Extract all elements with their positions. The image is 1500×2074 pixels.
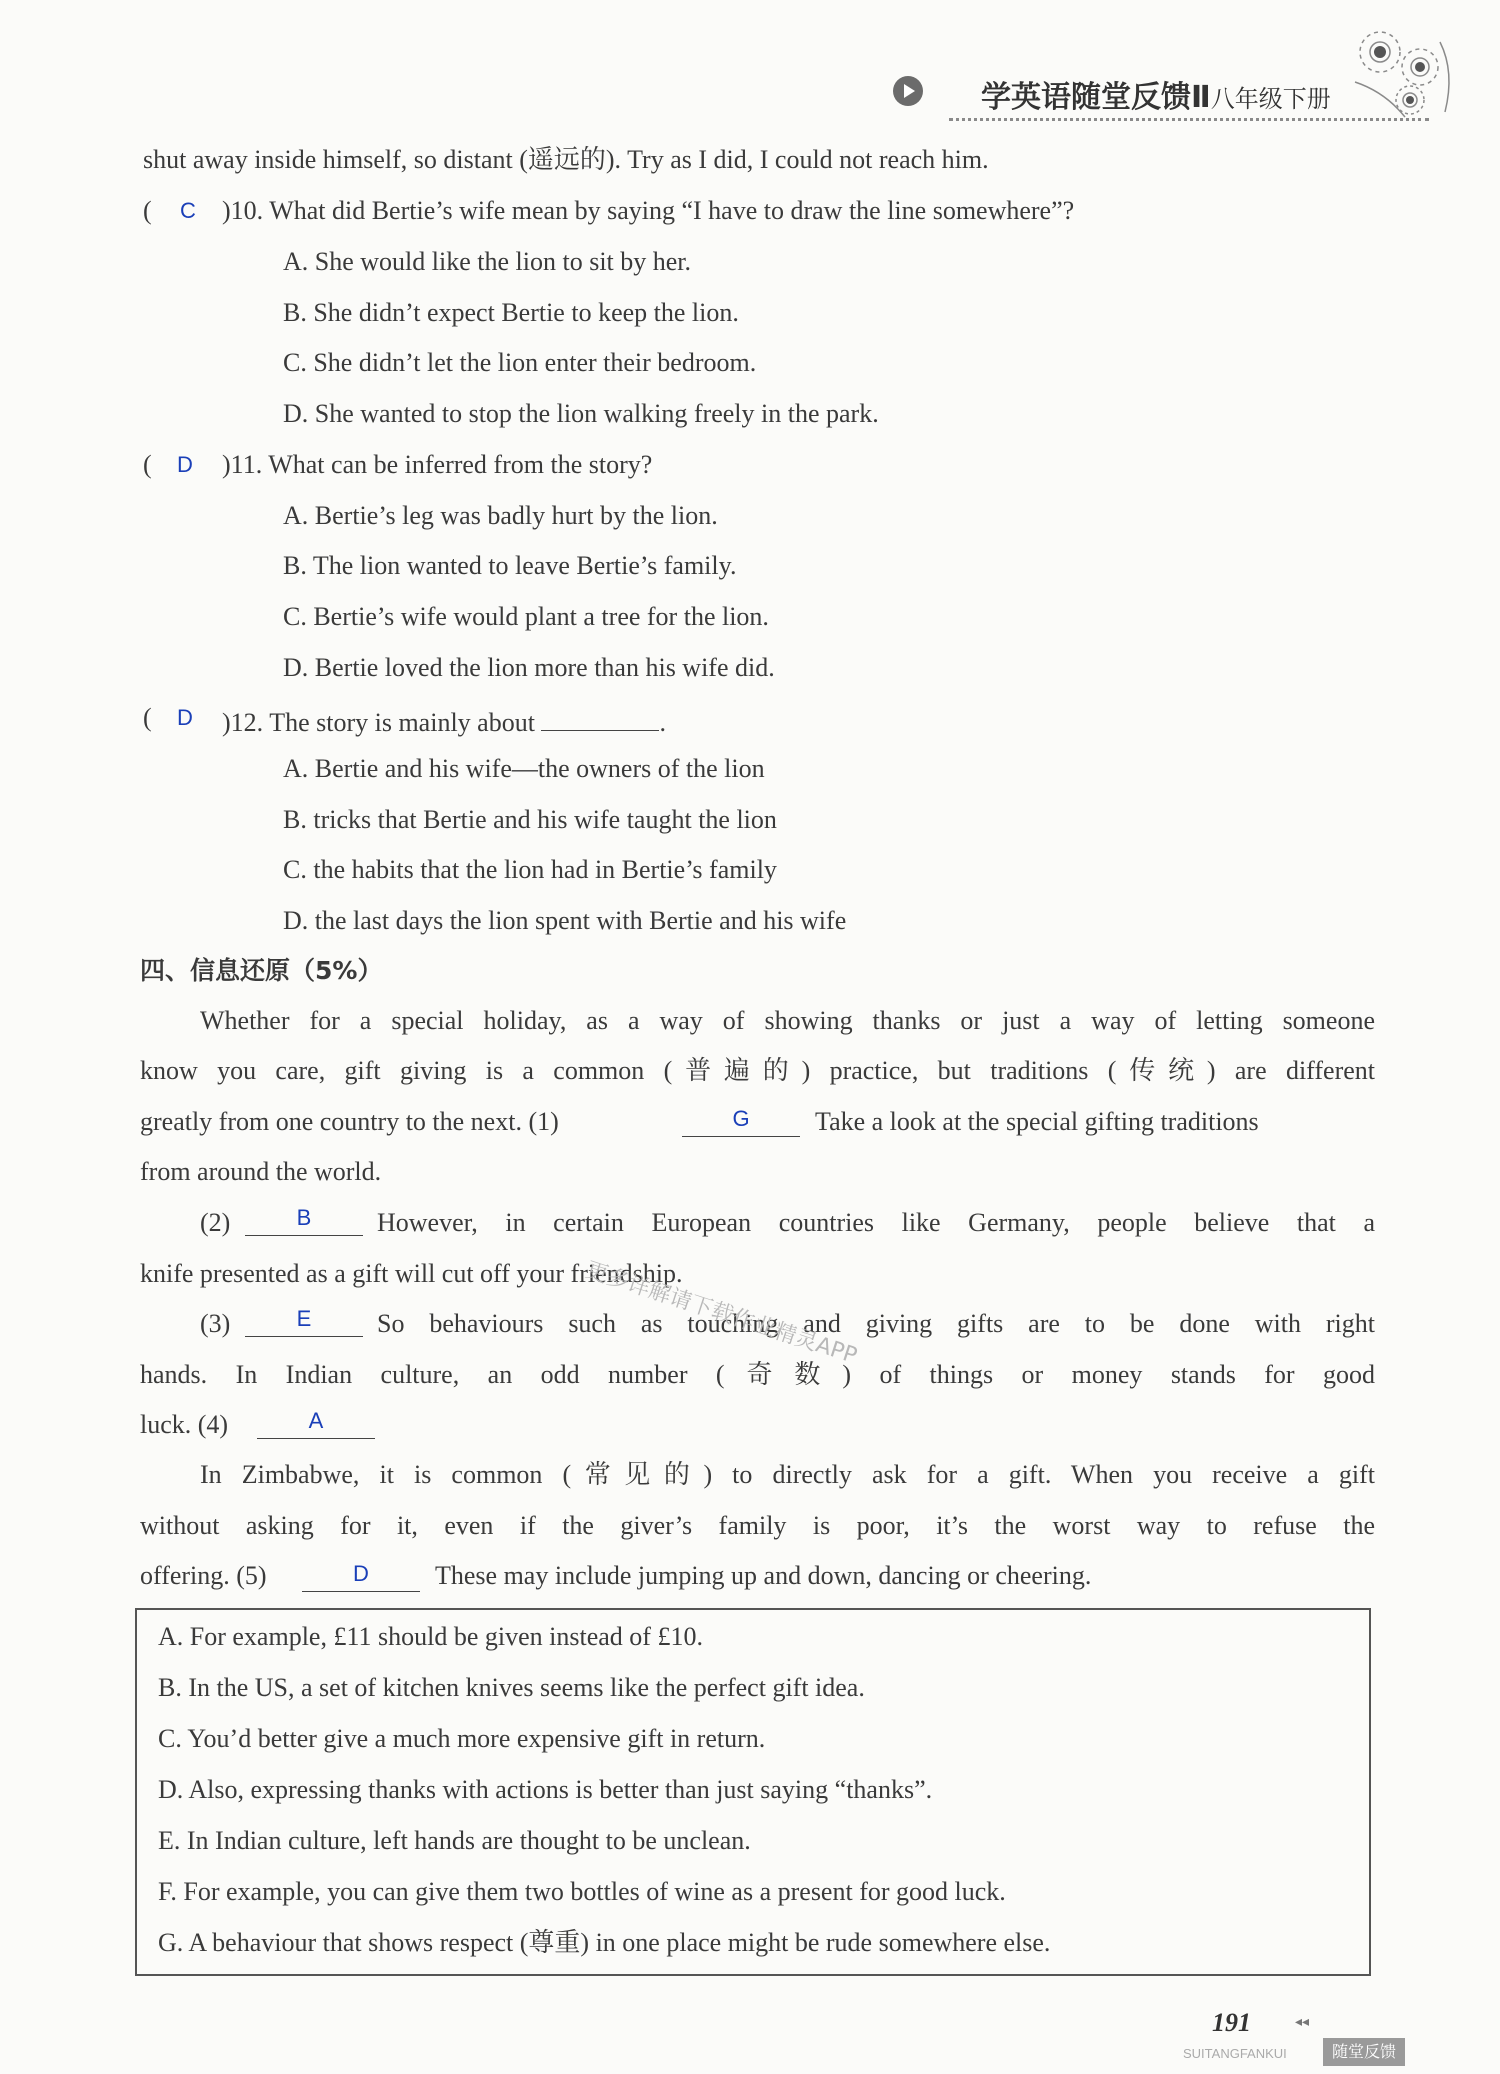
question-12-option-b: B. tricks that Bertie and his wife taught the lion bbox=[283, 805, 777, 834]
question-10-paren: ( bbox=[143, 196, 152, 225]
question-11-option-c: C. Bertie’s wife would plant a tree for the lion. bbox=[283, 602, 769, 631]
question-10-option-c: C. She didn’t let the lion enter their bedroom. bbox=[283, 348, 757, 377]
blank-2 bbox=[245, 1205, 363, 1236]
double-arrow-left-icon: ◂◂ bbox=[1295, 2015, 1310, 2030]
question-11-option-a: A. Bertie’s leg was badly hurt by the lion. bbox=[283, 501, 718, 530]
p1-line-4: from around the world. bbox=[140, 1157, 382, 1186]
page-number: 191 bbox=[1212, 2008, 1251, 2037]
question-11-paren: ( bbox=[143, 450, 152, 479]
question-12-blank bbox=[541, 700, 659, 731]
question-11-stem: )11. What can be inferred from the story? bbox=[222, 450, 653, 479]
p4-line-1: In Zimbabwe, it is common (常见的) to directly ask for a gift. When you receive a gift bbox=[200, 1460, 1375, 1489]
section-4-heading: 四、信息还原（5%） bbox=[140, 956, 383, 985]
question-10-stem: )10. What did Bertie’s wife mean by saying “I have to draw the line somewhere”? bbox=[222, 196, 1075, 225]
p4-line-3-end: These may include jumping up and down, dancing or cheering. bbox=[435, 1561, 1092, 1590]
sunflower-decoration-icon bbox=[1345, 22, 1470, 122]
question-12-stem-end: . bbox=[659, 708, 666, 737]
blank-3-answer: E bbox=[296, 1306, 312, 1331]
question-12-stem-line bbox=[222, 700, 666, 741]
question-12-paren: ( bbox=[143, 703, 152, 732]
book-title: 学英语随堂反馈Ⅱ八年级下册 bbox=[981, 80, 1331, 115]
box-option-b: B. In the US, a set of kitchen knives seems like the perfect gift idea. bbox=[158, 1673, 865, 1702]
question-10-option-a: A. She would like the lion to sit by her. bbox=[283, 247, 692, 276]
footer-brand: SUITANGFANKUI bbox=[1183, 2046, 1287, 2061]
p2-line-2: knife presented as a gift will cut off your friendship. bbox=[140, 1259, 683, 1288]
box-option-c: C. You’d better give a much more expensive gift in return. bbox=[158, 1724, 766, 1753]
question-12-stem: )12. The story is mainly about bbox=[222, 708, 535, 737]
p3-line-3: luck. (4) bbox=[140, 1410, 229, 1439]
box-option-g: G. A behaviour that shows respect (尊重) in one place might be rude somewhere else. bbox=[158, 1928, 1051, 1957]
question-11-option-d: D. Bertie loved the lion more than his wife did. bbox=[283, 653, 775, 682]
passage-continuation: shut away inside himself, so distant (遥远的). Try as I did, I could not reach him. bbox=[143, 145, 989, 174]
question-12-option-c: C. the habits that the lion had in Bertie’s family bbox=[283, 855, 777, 884]
blank-3 bbox=[245, 1306, 363, 1337]
box-option-e: E. In Indian culture, left hands are thought to be unclean. bbox=[158, 1826, 751, 1855]
watermark: 更多详解请下载作业精灵APP bbox=[582, 1257, 860, 1370]
box-option-d: D. Also, expressing thanks with actions is better than just saying “thanks”. bbox=[158, 1775, 933, 1804]
footer-tag: 随堂反馈 bbox=[1323, 2038, 1405, 2066]
page-header bbox=[893, 68, 1413, 118]
blank-5 bbox=[302, 1561, 420, 1592]
p3-line-2: hands. In Indian culture, an odd number (奇数) of things or money stands for good bbox=[140, 1360, 1375, 1389]
question-11-option-b: B. The lion wanted to leave Bertie’s family. bbox=[283, 551, 737, 580]
p3-blank-label: (3) bbox=[200, 1309, 231, 1338]
p2-blank-label: (2) bbox=[200, 1208, 231, 1237]
question-10-answer: C bbox=[180, 198, 196, 223]
question-10-option-d: D. She wanted to stop the lion walking freely in the park. bbox=[283, 399, 879, 428]
p4-line-2: without asking for it, even if the giver’s family is poor, it’s the worst way to refuse the bbox=[140, 1511, 1375, 1540]
blank-4-answer: A bbox=[308, 1408, 324, 1433]
p3-line-1: So behaviours such as touching and giving gifts are to be done with right bbox=[377, 1309, 1375, 1338]
blank-2-answer: B bbox=[296, 1205, 312, 1230]
grade-label: 八年级下册 bbox=[1210, 85, 1331, 113]
box-option-a: A. For example, £11 should be given instead of £10. bbox=[158, 1622, 703, 1651]
question-12-answer: D bbox=[177, 705, 193, 730]
p1-line-2: know you care, gift giving is a common (普遍的) practice, but traditions (传统) are different bbox=[140, 1056, 1375, 1085]
question-10-option-b: B. She didn’t expect Bertie to keep the lion. bbox=[283, 298, 739, 327]
question-12-option-a: A. Bertie and his wife—the owners of the lion bbox=[283, 754, 765, 783]
p4-line-3-start: offering. (5) bbox=[140, 1561, 267, 1590]
blank-5-answer: D bbox=[353, 1561, 369, 1586]
question-11-answer: D bbox=[177, 452, 193, 477]
p1-line-1: Whether for a special holiday, as a way of showing thanks or just a way of letting someone bbox=[200, 1006, 1375, 1035]
blank-4 bbox=[257, 1408, 375, 1439]
p2-line-1: However, in certain European countries like Germany, people believe that a bbox=[377, 1208, 1375, 1237]
play-icon bbox=[893, 76, 923, 106]
blank-1 bbox=[682, 1106, 800, 1137]
p1-line-3-start: greatly from one country to the next. (1) bbox=[140, 1107, 559, 1136]
question-12-option-d: D. the last days the lion spent with Bertie and his wife bbox=[283, 906, 847, 935]
blank-1-answer: G bbox=[732, 1106, 750, 1131]
p1-line-3-end: Take a look at the special gifting traditions bbox=[815, 1107, 1259, 1136]
box-option-f: F. For example, you can give them two bottles of wine as a present for good luck. bbox=[158, 1877, 1006, 1906]
